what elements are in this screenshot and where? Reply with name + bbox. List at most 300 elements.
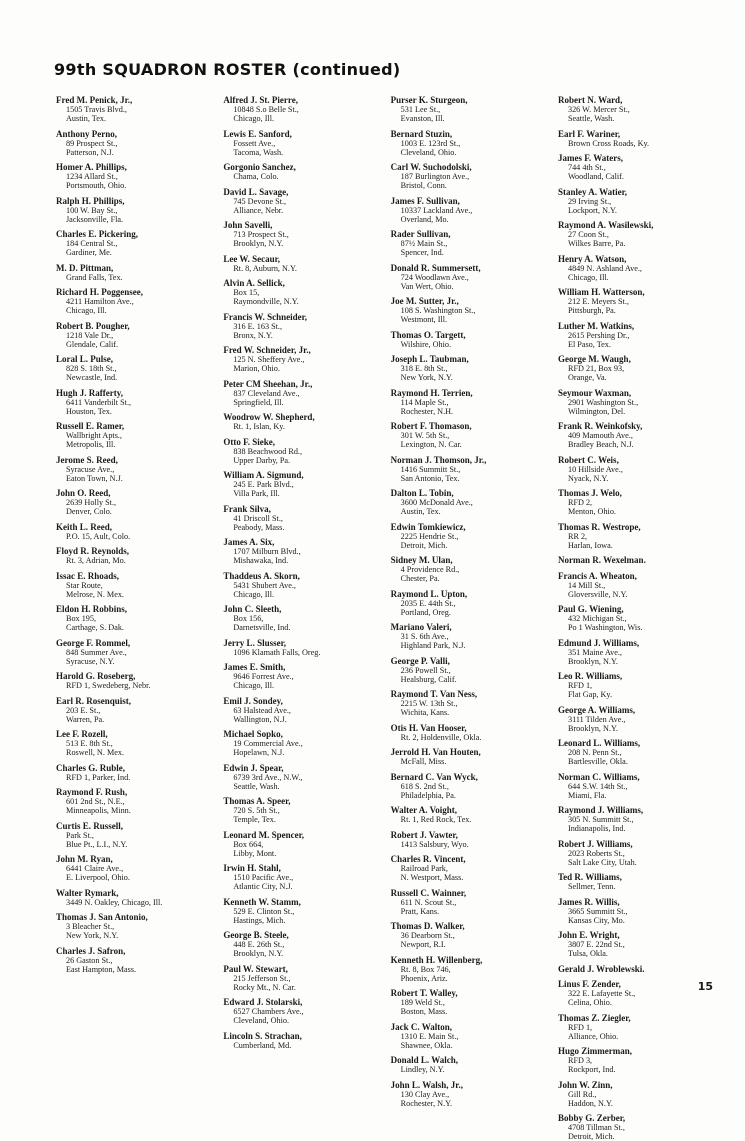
roster-entry <box>56 763 214 782</box>
member-name: Raymond F. Rush, <box>56 787 128 797</box>
member-name: Hugh J. Rafferty, <box>56 387 123 398</box>
member-address-line: 318 E. 8th St., <box>400 364 448 373</box>
member-address-line: 326 W. Mercer St., <box>567 105 630 114</box>
member-name: John L. Walsh, Jr., <box>390 1079 463 1090</box>
member-name: Leonard L. Williams, <box>557 738 641 748</box>
roster-entry <box>56 95 214 123</box>
member-address-line: New York, N.Y. <box>66 931 119 940</box>
member-address-line: 837 Cleveland Ave., <box>233 388 300 398</box>
member-address-line: Houston, Tex. <box>66 406 112 416</box>
member-address-line: Jacksonville, Fla. <box>66 214 124 224</box>
roster-entry <box>558 388 716 416</box>
member-address-line: 745 Devone St., <box>233 196 287 206</box>
member-name: Lewis E. Sanford, <box>223 128 292 139</box>
member-address-line: Hopelawn, N.J. <box>233 748 285 757</box>
member-address-line: Gill Rd., <box>567 1089 597 1099</box>
roster-entry <box>558 129 716 148</box>
roster-entry <box>558 638 716 666</box>
roster-entry <box>558 897 716 925</box>
member-name: Donald L. Walch, <box>390 1055 459 1065</box>
member-address-line: Wilshire, Ohio. <box>400 339 452 349</box>
member-address-line: Bronx, N.Y. <box>233 330 273 340</box>
member-name: Walter Rymark, <box>56 887 119 898</box>
roster-entry <box>391 421 549 449</box>
member-address-line: Highland Park, N.J. <box>400 641 466 650</box>
member-address-line: Brown Cross Roads, Ky. <box>567 138 650 148</box>
roster-entry <box>558 964 716 974</box>
member-address-line: RFD 1, Swedeberg, Nebr. <box>66 681 151 690</box>
page-number: 15 <box>697 980 713 993</box>
roster-entry <box>391 689 549 717</box>
member-address-line: Lexington, N. Car. <box>400 440 462 449</box>
roster-entry <box>391 95 549 123</box>
member-address-line: 19 Commercial Ave., <box>233 739 303 748</box>
member-address-line: 29 Irving St., <box>567 196 612 206</box>
roster-entry <box>223 930 381 958</box>
member-name: Robert C. Weis, <box>557 454 619 465</box>
member-address-line: Darnetsville, Ind. <box>233 623 291 632</box>
member-address-line: Rt. 1, Red Rock, Tex. <box>400 815 472 824</box>
member-address-line: Rochester, N.Y. <box>400 1098 453 1108</box>
member-address-line: 203 E. St., <box>66 705 101 715</box>
member-address-line: 4708 Tillman St., <box>567 1123 625 1132</box>
member-address-line: RFD 3, <box>567 1056 593 1065</box>
member-address-line: 6527 Chambers Ave., <box>233 1007 304 1016</box>
member-name: Robert J. Vawter, <box>390 829 458 840</box>
roster-entry <box>558 488 716 516</box>
member-address-line: Tulsa, Okla. <box>567 949 608 958</box>
member-address-line: Haddon, N.Y. <box>567 1098 613 1108</box>
roster-entry <box>558 872 716 891</box>
member-name: Charles E. Pickering, <box>56 229 138 239</box>
roster-entry <box>391 747 549 766</box>
member-address-line: Melrose, N. Mex. <box>66 589 124 599</box>
member-name: George A. Williams, <box>557 704 636 715</box>
member-name: Linus F. Zender, <box>557 979 621 989</box>
member-address-line: 2901 Washington St., <box>567 397 639 407</box>
member-address-line: Hastings, Mich. <box>233 915 286 925</box>
roster-entry <box>391 522 549 550</box>
member-address-line: 26 Gaston St., <box>66 955 113 965</box>
member-address-line: E. Liverpool, Ohio. <box>66 873 130 882</box>
member-address-line: 5431 Shubert Ave., <box>233 580 296 590</box>
member-address-line: 108 S. Washington St., <box>400 306 476 315</box>
member-address-line: Newcastle, Ind. <box>66 373 118 382</box>
member-name: Robert N. Ward, <box>557 95 623 105</box>
roster-entry <box>56 488 214 516</box>
member-name: John E. Wright, <box>557 930 620 940</box>
member-address-line: Detroit, Mich. <box>400 540 448 550</box>
member-name: John Savelli, <box>223 220 273 230</box>
roster-entry <box>223 437 381 465</box>
member-address-line: Philadelphia, Pa. <box>400 790 456 800</box>
roster-entry <box>223 220 381 248</box>
member-name: Ralph H. Phillips, <box>56 195 125 206</box>
roster-entry <box>391 772 549 800</box>
member-address-line: Upper Darby, Pa. <box>233 455 291 465</box>
member-address-line: Grand Falls, Tex. <box>66 272 123 282</box>
member-name: George B. Steele, <box>223 930 289 940</box>
member-address-line: Rocky Mt., N. Car. <box>233 982 296 992</box>
member-name: Anthony Perno, <box>56 128 118 139</box>
member-address-line: RFD 1, <box>567 1022 593 1032</box>
member-name: Peter CM Sheehan, Jr., <box>223 378 313 389</box>
member-address-line: N. Westport, Mass. <box>400 873 464 882</box>
member-name: Charles G. Ruble, <box>56 762 126 773</box>
roster-entry <box>391 129 549 157</box>
roster-entry <box>56 455 214 483</box>
member-address-line: 1096 Klamath Falls, Oreg. <box>233 647 321 657</box>
member-address-line: 3449 N. Oakley, Chicago, Ill. <box>66 897 163 907</box>
member-name: Otto F. Sieke, <box>223 436 275 447</box>
roster-entry <box>558 220 716 248</box>
member-address-line: Box 195, <box>66 614 97 623</box>
member-address-line: 724 Woodlawn Ave., <box>400 272 469 282</box>
roster-entry <box>391 455 549 483</box>
roster-entry <box>558 671 716 699</box>
member-address-line: Bristol, Conn. <box>400 181 447 190</box>
roster-entry <box>56 638 214 666</box>
roster-entry <box>223 278 381 306</box>
member-name: Ted R. Williams, <box>557 872 622 882</box>
roster-entry <box>558 1013 716 1041</box>
member-address-line: Seattle, Wash. <box>233 781 280 791</box>
roster-entry <box>56 696 214 724</box>
roster-entry <box>223 537 381 565</box>
member-name: Keith L. Reed, <box>56 521 112 532</box>
roster-entry <box>558 805 716 833</box>
member-address-line: RFD 21, Box 93, <box>567 364 625 373</box>
roster-entry <box>56 888 214 907</box>
member-address-line: 6411 Vanderbilt St., <box>66 397 132 407</box>
member-name: Lincoln S. Strachan, <box>223 1030 302 1041</box>
member-address-line: Minneapolis, Minn. <box>66 806 131 815</box>
member-name: Thomas D. Walker, <box>390 921 465 931</box>
member-address-line: 713 Prospect St., <box>233 230 289 239</box>
roster-entry <box>56 854 214 882</box>
member-name: Earl R. Rosenquist, <box>56 695 132 706</box>
member-name: Leonard M. Spencer, <box>223 829 304 840</box>
member-address-line: 531 Lee St., <box>400 105 441 114</box>
member-address-line: 838 Beachwood Rd., <box>233 446 303 456</box>
member-name: Thomas Z. Ziegler, <box>557 1012 631 1023</box>
member-address-line: 2639 Holly St., <box>66 498 117 507</box>
member-address-line: McFall, Miss. <box>400 757 447 766</box>
member-address-line: Bartlesville, Okla. <box>567 757 628 766</box>
member-address-line: 10848 S.o Belle St., <box>233 105 299 114</box>
member-address-line: Box 156, <box>233 614 264 623</box>
member-name: Robert F. Thomason, <box>390 421 472 431</box>
member-address-line: Rt. 8, Box 746, <box>400 964 451 974</box>
roster-entry <box>558 839 716 867</box>
member-address-line: 10337 Lackland Ave., <box>400 205 473 215</box>
member-name: Sidney M. Ulan, <box>390 555 453 565</box>
member-address-line: Roswell, N. Mex. <box>66 748 124 757</box>
roster-entry <box>558 287 716 315</box>
roster-entry <box>391 330 549 349</box>
member-address-line: 1707 Milburn Blvd., <box>233 547 301 556</box>
member-address-line: 4849 N. Ashland Ave., <box>567 263 642 273</box>
roster-entry <box>558 187 716 215</box>
member-name: Raymond A. Wasilewski, <box>557 220 654 230</box>
member-address-line: 305 N. Summitt St., <box>567 815 634 824</box>
member-address-line: 10 Hillside Ave., <box>567 464 623 474</box>
roster-entry <box>223 662 381 690</box>
member-name: Lee W. Secaur, <box>223 253 280 264</box>
roster-entry <box>223 796 381 824</box>
member-name: Robert B. Pougher, <box>56 320 130 331</box>
roster-entry <box>391 805 549 824</box>
member-address-line: Spencer, Ind. <box>400 248 444 257</box>
roster-entry <box>223 571 381 599</box>
member-name: David L. Savage, <box>223 186 289 197</box>
member-address-line: 187 Burlington Ave., <box>400 172 470 181</box>
roster-entry <box>558 95 716 123</box>
member-address-line: 3807 E. 22nd St., <box>567 940 625 949</box>
member-address-line: 316 E. 163 St., <box>233 321 283 331</box>
roster-column <box>223 95 381 1050</box>
member-name: Thaddeus A. Skorn, <box>223 570 300 581</box>
roster-entry <box>558 1080 716 1108</box>
member-address-line: 1505 Travis Blvd., <box>66 105 127 114</box>
roster-entry <box>223 312 381 340</box>
member-address-line: Austin, Tex. <box>66 114 106 123</box>
roster-entry <box>223 897 381 925</box>
member-address-line: 848 Summer Ave., <box>66 647 127 657</box>
member-address-line: Orange, Va. <box>567 373 607 382</box>
member-address-line: Brooklyn, N.Y. <box>233 949 284 958</box>
member-name: John W. Zinn, <box>557 1079 613 1090</box>
roster-entry <box>391 162 549 190</box>
member-address-line: 448 E. 26th St., <box>233 940 285 949</box>
member-name: Frank Silva, <box>223 503 271 514</box>
member-address-line: 611 N. Scout St., <box>400 897 457 907</box>
roster-entry <box>391 296 549 324</box>
roster-entry <box>223 863 381 891</box>
roster-entry <box>223 412 381 431</box>
member-name: Raymond L. Upton, <box>390 588 468 599</box>
member-address-line: Wallington, N.J. <box>233 714 287 724</box>
roster-entry <box>391 955 549 983</box>
member-address-line: Cumberland, Md. <box>233 1040 292 1050</box>
member-name: Fred M. Penick, Jr., <box>56 95 133 105</box>
member-address-line: Sellmer, Tenn. <box>567 882 616 891</box>
member-address-line: 189 Weld St., <box>400 998 445 1007</box>
member-name: Homer A. Phillips, <box>56 162 127 172</box>
member-name: Michael Sopko, <box>223 729 283 739</box>
member-address-line: Box 15, <box>233 288 260 297</box>
member-name: Kenneth W. Stamm, <box>223 896 301 907</box>
roster-entry <box>223 379 381 407</box>
roster-entry <box>56 321 214 349</box>
member-address-line: Tacoma, Wash. <box>233 147 284 157</box>
roster-entry <box>56 571 214 599</box>
roster-entry <box>558 705 716 733</box>
roster-entry <box>56 729 214 757</box>
member-name: James R. Willis, <box>557 896 620 907</box>
member-address-line: 828 S. 18th St., <box>66 364 117 373</box>
member-address-line: 351 Maine Ave., <box>567 647 622 657</box>
roster-column <box>56 95 214 975</box>
member-name: Joseph L. Taubman, <box>390 354 469 364</box>
member-address-line: Pratt, Kans. <box>400 906 440 916</box>
member-name: Donald R. Summersett, <box>390 262 481 273</box>
member-address-line: Villa Park, Ill. <box>233 489 280 498</box>
member-address-line: 1003 E. 123rd St., <box>400 138 461 148</box>
roster-entry <box>223 470 381 498</box>
member-name: Purser K. Sturgeon, <box>390 95 468 105</box>
member-address-line: Van Wert, Ohio. <box>400 281 454 291</box>
member-address-line: Brooklyn, N.Y. <box>233 239 284 248</box>
member-address-line: Marion, Ohio. <box>233 364 280 373</box>
member-address-line: 3600 McDonald Ave., <box>400 498 473 507</box>
member-address-line: Detroit, Mich. <box>567 1132 615 1141</box>
member-name: Gerald J. Wroblewski. <box>557 963 645 974</box>
member-address-line: Chicago, Ill. <box>233 114 275 123</box>
member-name: Thomas R. Westrope, <box>557 521 641 532</box>
member-address-line: Flat Gap, Ky. <box>567 690 613 699</box>
member-address-line: 2215 W. 13th St., <box>400 699 458 708</box>
member-name: Hugo Zimmerman, <box>557 1046 632 1056</box>
member-address-line: Wilmington, Del. <box>567 406 626 416</box>
member-address-line: Chama, Colo. <box>233 172 279 181</box>
roster-entry <box>223 638 381 657</box>
roster-entry <box>56 354 214 382</box>
member-name: Walter A. Voight, <box>390 805 458 815</box>
roster-entry <box>56 196 214 224</box>
roster-entry <box>558 930 716 958</box>
member-name: Seymour Waxman, <box>557 387 632 398</box>
member-name: Thomas J. Welo, <box>557 488 622 498</box>
member-name: Mariano Valeri, <box>390 622 452 632</box>
member-address-line: 14 Mill St., <box>567 580 606 590</box>
member-address-line: Rt. 8, Auburn, N.Y. <box>233 263 297 273</box>
member-address-line: 6441 Claire Ave., <box>66 864 124 873</box>
member-name: James A. Six, <box>223 537 275 547</box>
member-name: Henry A. Watson, <box>557 253 627 264</box>
roster-entry <box>391 622 549 650</box>
member-name: Paul W. Stewart, <box>223 963 288 974</box>
member-address-line: Chicago, Ill. <box>567 272 609 282</box>
member-name: James F. Sullivan, <box>390 195 460 206</box>
member-name: Richard H. Poggensee, <box>56 287 143 297</box>
member-name: Kenneth H. Willenberg, <box>390 954 483 965</box>
member-address-line: 208 N. Penn St., <box>567 748 622 757</box>
member-address-line: 87½ Main St., <box>400 239 448 248</box>
roster-entry <box>558 455 716 483</box>
member-address-line: Wallbright Apts., <box>66 431 122 440</box>
member-address-line: 4211 Hamilton Ave., <box>66 297 134 306</box>
member-address-line: 3111 Tilden Ave., <box>567 714 626 724</box>
roster-entry <box>223 763 381 791</box>
member-address-line: Lindley, N.Y. <box>400 1065 445 1074</box>
member-address-line: Denver, Colo. <box>66 507 112 516</box>
member-address-line: 1416 Summitt St., <box>400 464 461 474</box>
roster-entry <box>56 522 214 541</box>
roster-entry <box>56 946 214 974</box>
member-address-line: Indianapolis, Ind. <box>567 824 626 833</box>
roster-entry <box>558 321 716 349</box>
member-address-line: East Hampton, Mass. <box>66 964 137 974</box>
member-name: Francis W. Schneider, <box>223 311 308 322</box>
member-address-line: Boston, Mass. <box>400 1007 448 1016</box>
member-name: Loral L. Pulse, <box>56 354 114 364</box>
member-address-line: 3 Bleacher St., <box>66 922 115 931</box>
roster-entry <box>391 1080 549 1108</box>
member-address-line: Nyack, N.Y. <box>567 473 609 483</box>
member-address-line: 1218 Vale Dr., <box>66 330 114 340</box>
roster-entry <box>558 421 716 449</box>
member-address-line: 529 E. Clinton St., <box>233 906 295 916</box>
member-address-line: 2035 E. 44th St., <box>400 598 456 608</box>
member-name: Norman J. Thomson, Jr., <box>390 454 487 465</box>
member-name: Edwin Tomkiewicz, <box>390 521 466 532</box>
roster-entry <box>391 1022 549 1050</box>
member-name: Raymond J. Williams, <box>557 805 644 815</box>
member-address-line: 114 Maple St., <box>400 397 449 407</box>
roster-entry <box>223 504 381 532</box>
member-name: Otis H. Van Hooser, <box>390 722 467 733</box>
member-address-line: Peabody, Mass. <box>233 522 285 532</box>
member-address-line: 2225 Hendrie St., <box>400 531 459 541</box>
member-name: Jack C. Walton, <box>390 1021 452 1032</box>
member-name: Eldon H. Robbins, <box>56 604 128 614</box>
member-address-line: 744 4th St., <box>567 163 606 172</box>
roster-entry <box>56 263 214 282</box>
member-address-line: 6739 3rd Ave., N.W., <box>233 772 303 782</box>
member-address-line: Carthage, S. Dak. <box>66 623 124 632</box>
member-address-line: Glendale, Calif. <box>66 339 119 349</box>
member-address-line: Star Route, <box>66 580 103 590</box>
member-name: Edmund J. Williams, <box>557 637 640 648</box>
member-name: Paul G. Wiening, <box>557 604 624 614</box>
roster-entry <box>56 546 214 565</box>
member-name: Earl F. Wariner, <box>557 128 621 139</box>
member-name: Robert J. Williams, <box>557 838 633 849</box>
member-address-line: Celina, Ohio. <box>567 998 612 1007</box>
member-address-line: Seattle, Wash. <box>567 114 615 123</box>
member-address-line: 618 S. 2nd St., <box>400 781 449 791</box>
member-address-line: Wichita, Kans. <box>400 708 450 717</box>
roster-entry <box>56 229 214 257</box>
member-name: Stanley A. Watier, <box>557 186 627 197</box>
roster-entry <box>56 388 214 416</box>
roster-entry <box>558 571 716 599</box>
roster-entry <box>558 1113 716 1141</box>
member-address-line: Metropolis, Ill. <box>66 440 116 449</box>
roster-entry <box>391 196 549 224</box>
member-address-line: Healsburg, Calif. <box>400 674 457 684</box>
member-name: Issac E. Rhoads, <box>56 570 120 581</box>
roster-entry <box>223 345 381 373</box>
member-address-line: 125 N. Sheffery Ave., <box>233 355 305 364</box>
member-name: Woodrow W. Shepherd, <box>223 412 315 422</box>
roster-entry <box>391 354 549 382</box>
member-address-line: 215 Jefferson St., <box>233 973 291 983</box>
member-address-line: 63 Halstead Ave., <box>233 705 291 715</box>
member-name: Dalton L. Tobin, <box>390 488 454 498</box>
member-address-line: Atlantic City, N.J. <box>233 882 293 891</box>
member-name: M. D. Pittman, <box>56 262 114 273</box>
member-address-line: Mishawaka, Ind. <box>233 556 289 565</box>
member-name: Jerry L. Slusser, <box>223 637 286 648</box>
roster-entry <box>56 604 214 632</box>
member-address-line: Portland, Oreg. <box>400 607 451 617</box>
member-address-line: 36 Dearborn St., <box>400 931 455 940</box>
member-address-line: Blue Pt., L.I., N.Y. <box>66 839 128 849</box>
member-name: Russell C. Wainner, <box>390 887 467 898</box>
member-address-line: 245 E. Park Blvd., <box>233 480 294 489</box>
